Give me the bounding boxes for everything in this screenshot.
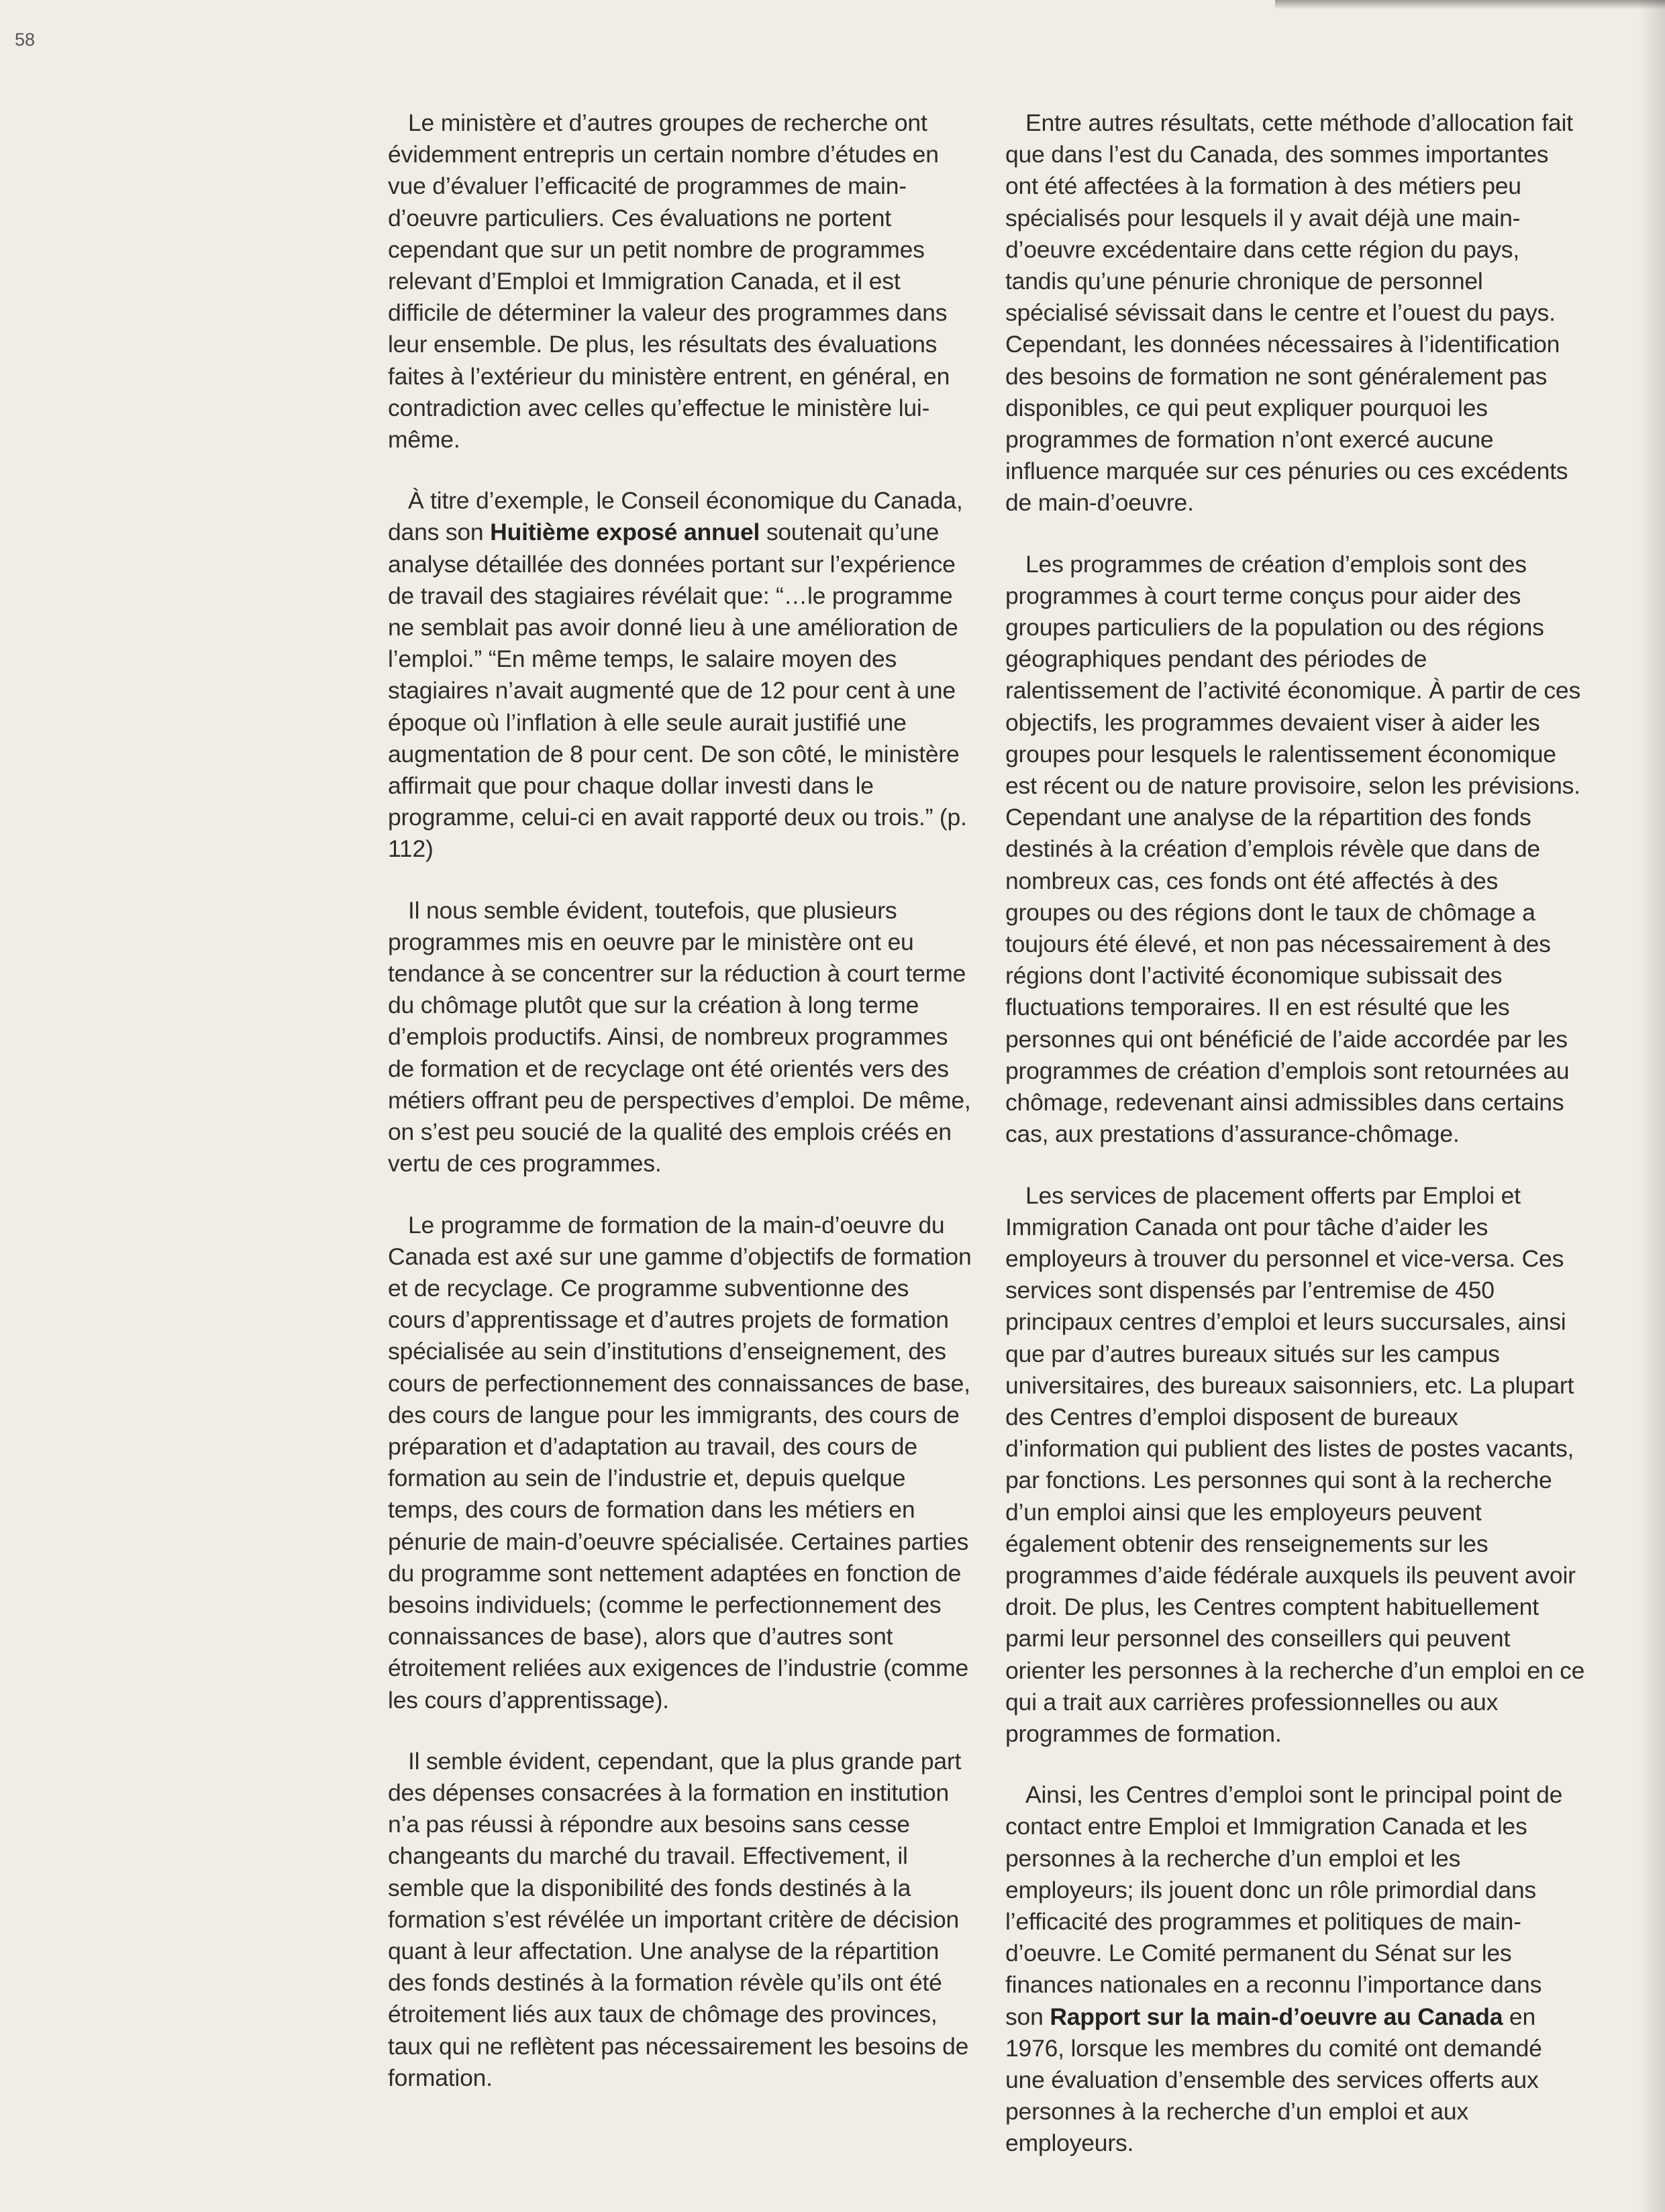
page-top-shadow: [1275, 0, 1665, 9]
page-edge-shadow: [1638, 0, 1665, 2212]
paragraph: [388, 895, 972, 1180]
publication-title: Huitième exposé annuel: [490, 519, 760, 546]
paragraph: [1005, 549, 1586, 1151]
paragraph-text: Il semble évident, cependant, que la plus grande part des dépenses consacrées à la formation en institution n’a pas réussi à répondre aux besoins sans cesse changeants du marché du travail. Effectivement, il semble que la disponibilité des fonds destinés à la formation s’est révélée un important critère de décision quant à leur affectation. Une analyse de la répartition des fonds destinés à la formation révèle qu’ils ont été étroitement liés aux taux de chômage des provinces, taux qui ne reflètent pas nécessairement les besoins de formation.: [388, 1747, 969, 2091]
paragraph-text: en 1976, lorsque les membres du comité ont demandé une évaluation d’ensemble des services offerts aux personnes à la recherche d’un emploi et aux employeurs.: [1005, 2003, 1542, 2157]
left-column: [388, 107, 972, 2123]
page-number: 58: [15, 30, 36, 50]
publication-title: Rapport sur la main-d’oeuvre au Canada: [1050, 2003, 1503, 2030]
paragraph-text: Entre autres résultats, cette méthode d’allocation fait que dans l’est du Canada, des sommes importantes ont été affectées à la formation à des métiers peu spécialisés pour lesquels il y avait déjà une main-d’oeuvre excédentaire dans cette région du pays, tandis qu’une pénurie chronique de personnel spécialisé sévissait dans le centre et l’ouest du pays. Cependant, les données nécessaires à l’identification des besoins de formation ne sont généralement pas disponibles, ce qui peut expliquer pourquoi les programmes de formation n’ont exercé aucune influence marquée sur ces pénuries ou ces excédents de main-d’oeuvre.: [1005, 109, 1573, 517]
paragraph-text: Le programme de formation de la main-d’oeuvre du Canada est axé sur une gamme d’objectifs de formation et de recyclage. Ce programme subventionne des cours d’apprentissage et d’autres projets de formation spécialisée au sein d’institutions d’enseignement, des cours de perfectionnement des connaissances de base, des cours de langue pour les immigrants, des cours de préparation et d’adaptation au travail, des cours de formation au sein de l’industrie et, depuis quelque temps, des cours de formation dans les métiers en pénurie de main-d’oeuvre spécialisée. Certaines parties du programme sont nettement adaptées en fonction de besoins individuels; (comme le perfectionnement des connaissances de base), alors que d’autres sont étroitement reliées aux exigences de l’industrie (comme les cours d’apprentissage).: [388, 1211, 972, 1714]
paragraph-text: Ainsi, les Centres d’emploi sont le principal point de contact entre Emploi et Immigration Canada et les personnes à la recherche d’un emploi et les employeurs; ils jouent donc un rôle primordial dans l’efficacité des programmes et politiques de main-d’oeuvre. Le Comité permanent du Sénat sur les finances nationales en a reconnu l’importance dans son: [1005, 1781, 1563, 2030]
paragraph-text: soutenait qu’une analyse détaillée des données portant sur l’expérience de travail des stagiaires révélait que: “…le programme ne semblait pas avoir donné lieu à une amélioration de l’emploi.” “En même temps, le salaire moyen des stagiaires n’avait augmenté que de 12 pour cent à une époque où l’inflation à elle seule aurait justifié une augmentation de 8 pour cent. De son côté, le ministère affirmait que pour chaque dollar investi dans le programme, celui-ci en avait rapporté deux ou trois.” (p. 112): [388, 519, 967, 863]
paragraph: [1005, 107, 1586, 519]
paragraph: [388, 485, 972, 865]
paragraph-text: Les services de placement offerts par Emploi et Immigration Canada ont pour tâche d’aider les employeurs à trouver du personnel et vice-versa. Ces services sont dispensés par l’entremise de 450 principaux centres d’emploi et leurs succursales, ainsi que par d’autres bureaux situés sur les campus universitaires, des bureaux saisonniers, etc. La plupart des Centres d’emploi disposent de bureaux d’information qui publient des listes de postes vacants, par fonctions. Les personnes qui sont à la recherche d’un emploi ainsi que les employeurs peuvent également obtenir des renseignements sur les programmes d’aide fédérale auxquels ils peuvent avoir droit. De plus, les Centres comptent habituellement parmi leur personnel des conseillers qui peuvent orienter les personnes à la recherche d’un emploi en ce qui a trait aux carrières professionnelles ou aux programmes de formation.: [1005, 1181, 1585, 1747]
paragraph-text: Les programmes de création d’emplois sont des programmes à court terme conçus pour aider des groupes particuliers de la population ou des régions géographiques pendant des périodes de ralentissement de l’activité économique. À partir de ces objectifs, les programmes devaient viser à aider les groupes pour lesquels le ralentissement économique est récent ou de nature provisoire, selon les prévisions. Cependant une analyse de la répartition des fonds destinés à la création d’emplois révèle que dans de nombreux cas, ces fonds ont été affectés à des groupes ou des régions dont le taux de chômage a toujours été élevé, et non pas nécessairement à des régions dont l’activité économique subissait des fluctuations temporaires. Il en est résulté que les personnes qui ont bénéficié de l’aide accordée par les programmes de création d’emplois sont retournées au chômage, redevenant ainsi admissibles dans certains cas, aux prestations d’assurance-chômage.: [1005, 550, 1581, 1148]
paragraph: [1005, 1180, 1586, 1750]
paragraph-text: Le ministère et d’autres groupes de recherche ont évidemment entrepris un certain nombre d’études en vue d’évaluer l’efficacité de programmes de main-d’oeuvre particuliers. Ces évaluations ne portent cependant que sur un petit nombre de programmes relevant d’Emploi et Immigration Canada, et il est difficile de déterminer la valeur des programmes dans leur ensemble. De plus, les résultats des évaluations faites à l’extérieur du ministère entrent, en général, en contradiction avec celles qu’effectue le ministère lui-même.: [388, 109, 950, 454]
right-column: [1005, 107, 1586, 2189]
paragraph: [1005, 1779, 1586, 2159]
paragraph-text: Il nous semble évident, toutefois, que plusieurs programmes mis en oeuvre par le ministère ont eu tendance à se concentrer sur la réduction à court terme du chômage plutôt que sur la création à long terme d’emplois productifs. Ainsi, de nombreux programmes de formation et de recyclage ont été orientés vers des métiers offrant peu de perspectives d’emploi. De même, on s’est peu soucié de la qualité des emplois créés en vertu de ces programmes.: [388, 896, 971, 1177]
paragraph: [388, 107, 972, 456]
paragraph: [388, 1746, 972, 2094]
paragraph-text: À titre d’exemple, le Conseil économique du Canada, dans son: [388, 487, 963, 546]
paragraph: [388, 1210, 972, 1716]
